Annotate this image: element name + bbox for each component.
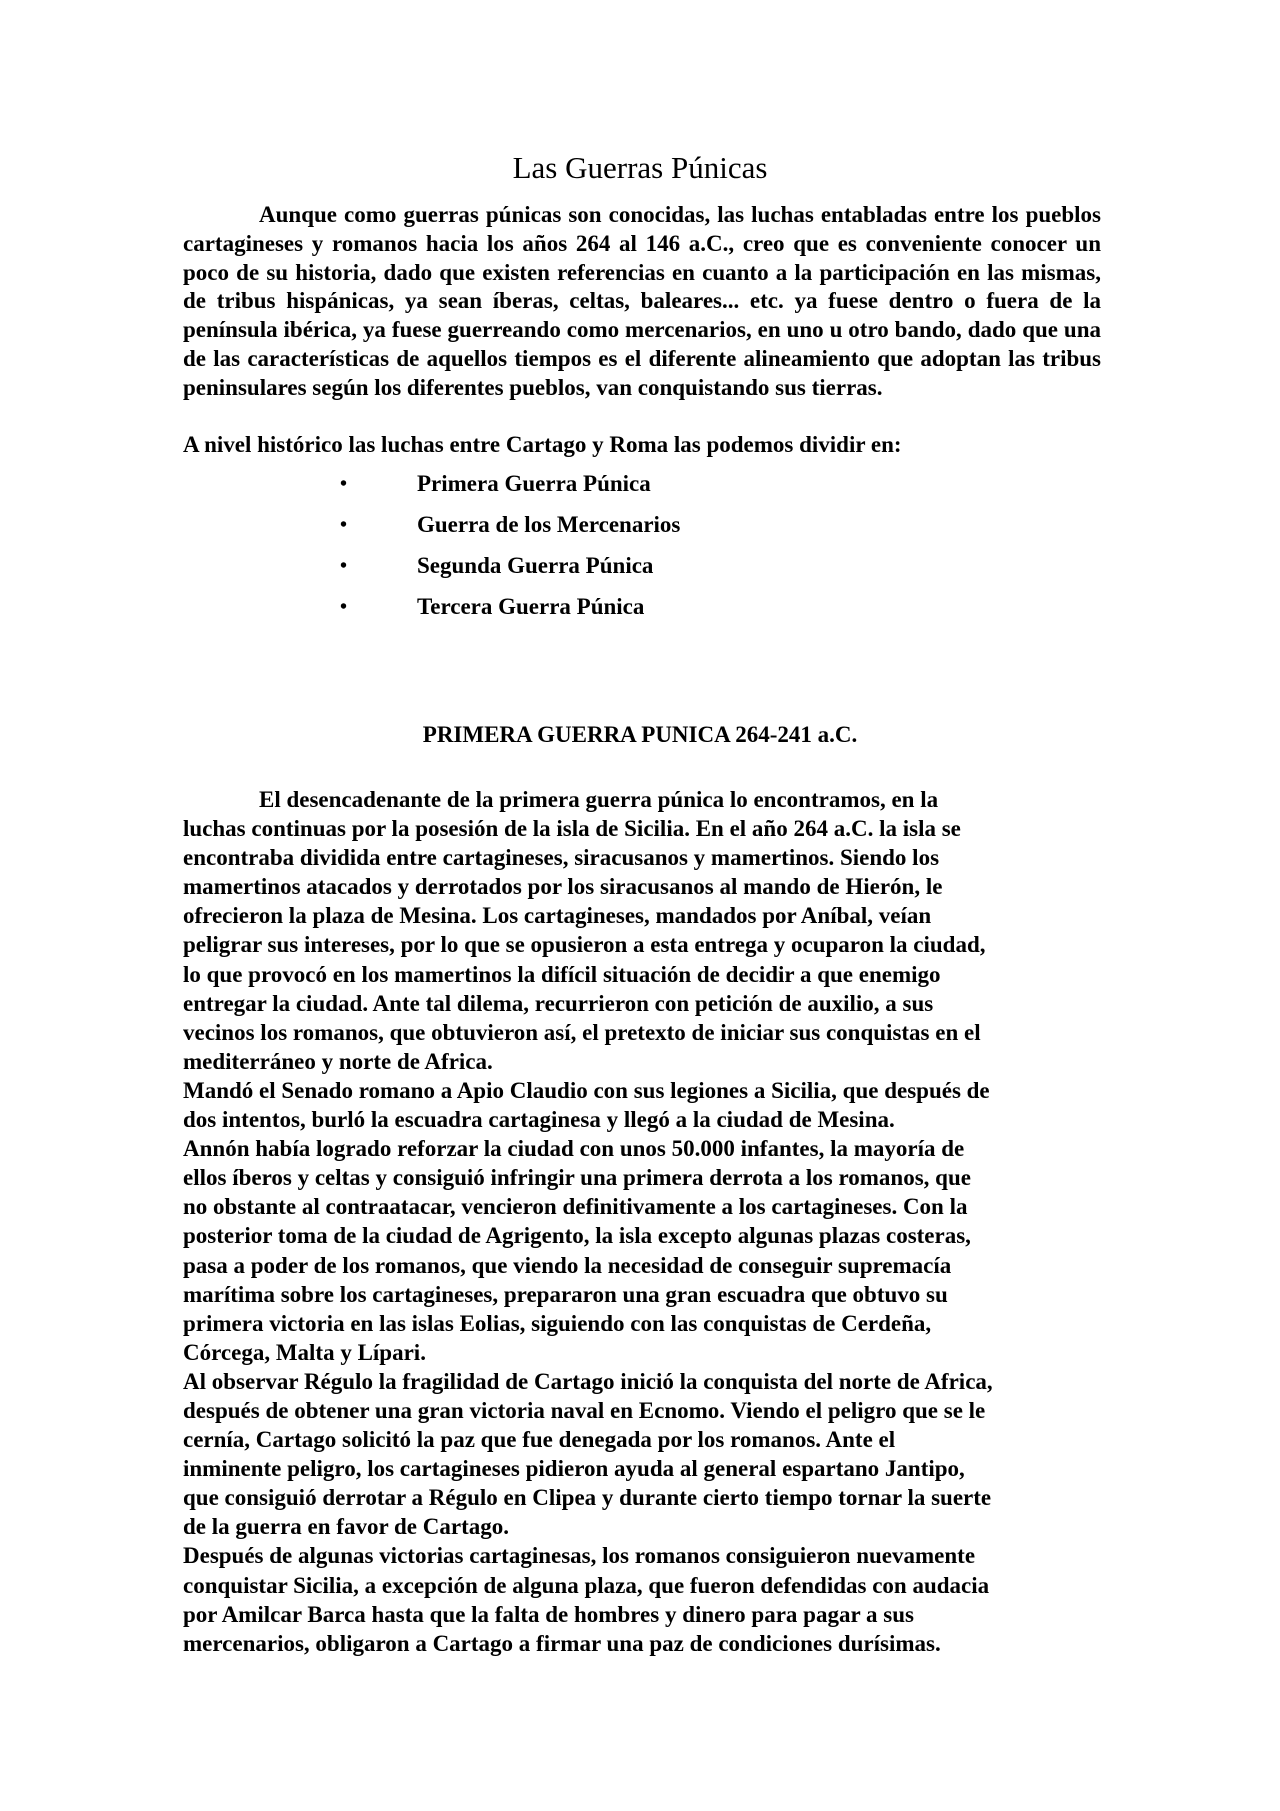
text-line: Mandó el Senado romano a Apio Claudio con sus legiones a Sicilia, que después de — [183, 1077, 990, 1103]
text-line: Al observar Régulo la fragilidad de Cartago inició la conquista del norte de Africa, — [183, 1368, 993, 1394]
text-line: ofrecieron la plaza de Mesina. Los cartagineses, mandados por Aníbal, veían — [183, 903, 932, 929]
text-line: inminente peligro, los cartagineses pidieron ayuda al general espartano Jantipo, — [183, 1456, 965, 1482]
intro-paragraph — [183, 201, 1101, 402]
text-line: mercenarios, obligaron a Cartago a firmar una paz de condiciones durísimas. — [183, 1630, 941, 1656]
wars-list — [0, 470, 1280, 634]
text-line: no obstante al contraatacar, vencieron definitivamente a los cartagineses. Con la — [183, 1194, 968, 1220]
text-line: Annón había logrado reforzar la ciudad con unos 50.000 infantes, la mayoría de — [183, 1136, 965, 1162]
list-item-label: Segunda Guerra Púnica — [417, 553, 654, 578]
bullet-icon: • — [340, 514, 348, 536]
intro-first-line: Aunque como guerras púnicas son conocidas, las luchas entabladas entre los — [259, 202, 1019, 227]
list-item-label: Primera Guerra Púnica — [417, 471, 651, 496]
list-item-label: Guerra de los Mercenarios — [417, 512, 681, 537]
text-line: marítima sobre los cartagineses, prepararon una gran escuadra que obtuvo su — [183, 1281, 948, 1307]
text-line: El desencadenante de la primera guerra púnica lo encontramos, en la — [259, 787, 939, 812]
bullet-icon: • — [340, 596, 348, 618]
text-line: primera victoria en las islas Eolias, siguiendo con las conquistas de Cerdeña, — [183, 1310, 932, 1336]
section-body — [183, 785, 1101, 1658]
bullet-icon: • — [340, 473, 348, 495]
text-line: luchas continuas por la posesión de la isla de Sicilia. En el año 264 a.C. la isla se — [183, 816, 961, 842]
text-line: mediterráneo y norte de Africa. — [183, 1048, 493, 1074]
text-line: lo que provocó en los mamertinos la difícil situación de decidir a que enemigo — [183, 961, 941, 987]
list-item — [0, 552, 1280, 593]
text-line: de la guerra en favor de Cartago. — [183, 1514, 509, 1540]
text-line: dos intentos, burló la escuadra cartaginesa y llegó a la ciudad de Mesina. — [183, 1107, 895, 1133]
list-intro-line: A nivel histórico las luchas entre Cartago y Roma las podemos dividir en: — [183, 432, 902, 457]
section-paragraph-5 — [183, 1541, 1101, 1657]
text-line: conquistar Sicilia, a excepción de alguna plaza, que fueron defendidas con audacia — [183, 1572, 990, 1598]
text-line: cernía, Cartago solicitó la paz que fue denegada por los romanos. Ante el — [183, 1427, 896, 1453]
text-line: Córcega, Malta y Lípari. — [183, 1339, 426, 1365]
intro-body: pueblos cartagineses y romanos hacia los años 264 al 146 a.C., creo que es conveniente conocer un poco de su historia, dado que existen referencias en cuanto a la participación en las mismas, de tribus hispánicas, ya sean íberas, celtas, baleares... etc. ya fuese dentro o fuera de la península ibérica, ya fuese guerreando como mercenarios, en uno u otro bando, dado que una de las características de aquellos tiempos es el diferente alineamiento que adoptan las tribus peninsulares según los diferentes pueblos, van conquistando sus tierras. — [183, 202, 1101, 400]
section-paragraph-4 — [183, 1367, 1101, 1542]
list-item — [0, 511, 1280, 552]
text-line: encontraba dividida entre cartagineses, siracusanos y mamertinos. Siendo los — [183, 845, 940, 871]
page-title: Las Guerras Púnicas — [512, 150, 768, 185]
text-line: pasa a poder de los romanos, que viendo la necesidad de conseguir supremacía — [183, 1252, 952, 1278]
bullet-icon: • — [340, 555, 348, 577]
text-line: ellos íberos y celtas y consiguió infringir una primera derrota a los romanos, que — [183, 1165, 971, 1191]
text-line: por Amilcar Barca hasta que la falta de hombres y dinero para pagar a sus — [183, 1601, 914, 1627]
text-line: peligrar sus intereses, por lo que se opusieron a esta entrega y ocuparon la ciudad, — [183, 932, 986, 958]
text-line: Después de algunas victorias cartaginesas, los romanos consiguieron nuevamente — [183, 1543, 976, 1569]
section-heading: PRIMERA GUERRA PUNICA 264-241 a.C. — [422, 722, 858, 747]
text-line: mamertinos atacados y derrotados por los siracusanos al mando de Hierón, le — [183, 874, 943, 900]
list-item-label: Tercera Guerra Púnica — [417, 594, 645, 619]
list-item — [0, 593, 1280, 634]
text-line: entregar la ciudad. Ante tal dilema, recurrieron con petición de auxilio, a sus — [183, 990, 934, 1016]
text-line: posterior toma de la ciudad de Agrigento, la isla excepto algunas plazas costeras, — [183, 1223, 971, 1249]
text-line: vecinos los romanos, que obtuvieron así, el pretexto de iniciar sus conquistas en el — [183, 1019, 981, 1045]
text-line: que consiguió derrotar a Régulo en Clipea y durante cierto tiempo tornar la suerte — [183, 1485, 992, 1511]
text-line: después de obtener una gran victoria naval en Ecnomo. Viendo el peligro que se le — [183, 1397, 986, 1423]
section-paragraph-1 — [183, 785, 1101, 1076]
list-item — [0, 470, 1280, 511]
section-paragraph-3 — [183, 1134, 1101, 1367]
section-paragraph-2 — [183, 1076, 1101, 1134]
